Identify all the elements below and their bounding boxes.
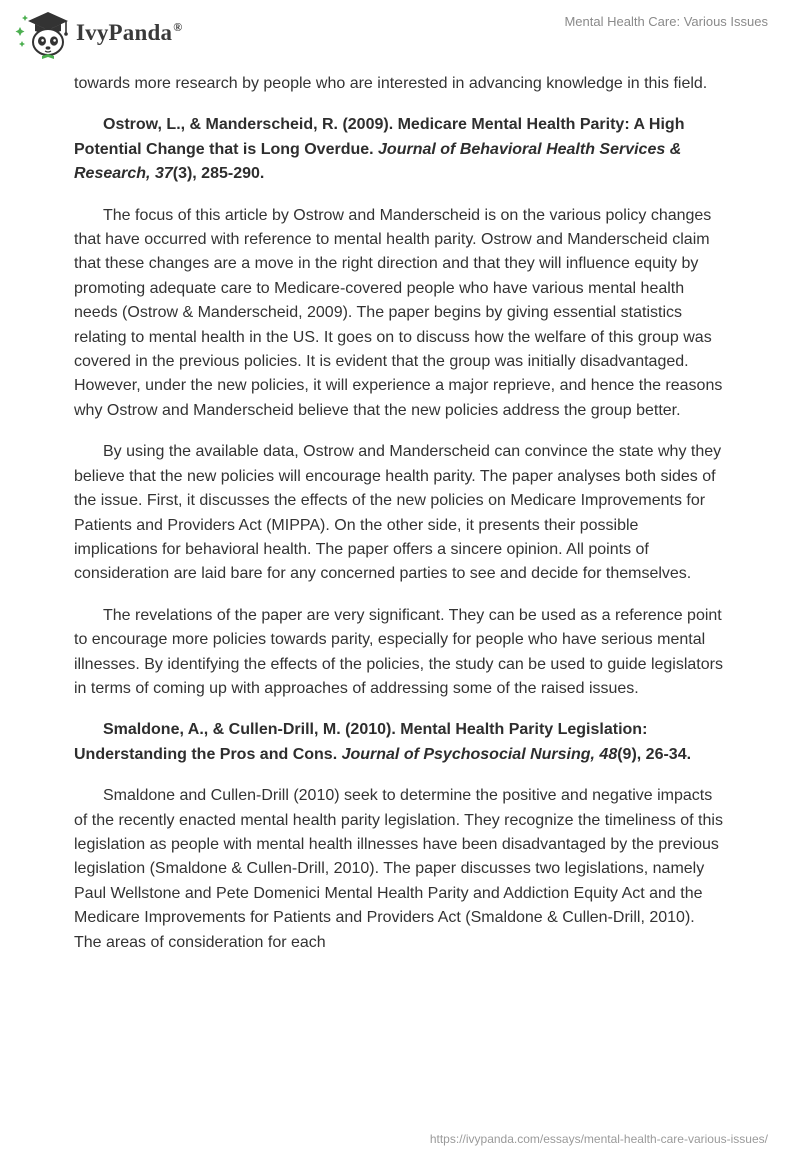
reference-ostrow: Ostrow, L., & Manderscheid, R. (2009). Medicare Mental Health Parity: A High Potential Change that is Long Overdue. Journal of Behavioral Health Services & Research, 37(3), 285-290. [74,116,685,183]
logo-text: IvyPanda® [76,20,183,45]
paragraph-ostrow-focus: The focus of this article by Ostrow and Manderscheid is on the various policy changes that have occurred with reference to mental health parity. Ostrow and Manderscheid claim that these changes are a move in the right direction and that they will influence equity by promoting adequate care to Medicare-covered people who have various mental health needs (Ostrow & Manderscheid, 2009). The paper begins by giving essential statistics relating to mental health in the US. It goes on to discuss how the welfare of this group was covered in the previous policies. It is evident that the group was initially disadvantaged. However, under the new policies, it will experience a major reprieve, and hence the reasons why Ostrow and Manderscheid believe that the new policies address the group better. [74,206,723,419]
panda-graduate-icon [14,7,72,59]
page-header [0,0,800,64]
paragraph-ostrow-data: By using the available data, Ostrow and Manderscheid can convince the state why they believe that the new policies will encourage health parity. The paper analyses both sides of the issue. First, it discusses the effects of the new policies on Medicare Improvements for Patients and Providers Act (MIPPA). On the other side, it presents their possible implications for behavioral health. The paper offers a sincere opinion. All points of consideration are laid bare for any concerned parties to see and decide for themselves. [74,443,722,583]
intro-continuation: towards more research by people who are interested in advancing knowledge in this field. [74,75,708,92]
essay-body [74,72,726,972]
reference-smaldone: Smaldone, A., & Cullen-Drill, M. (2010). Mental Health Parity Legislation: Understanding the Pros and Cons. Journal of Psychosocial Nursing, 48(9), 26-34. [74,721,692,763]
paragraph-ostrow-revelations: The revelations of the paper are very significant. They can be used as a reference point to encourage more policies towards parity, especially for people who have serious mental illnesses. By identifying the effects of the policies, the study can be used to guide legislators in terms of coming up with approaches of addressing some of the raised issues. [74,606,723,697]
document-title: Mental Health Care: Various Issues [564,14,768,29]
ivypanda-logo[interactable] [14,6,182,60]
paragraph-smaldone: Smaldone and Cullen-Drill (2010) seek to determine the positive and negative impacts of the recently enacted mental health parity legislation. They recognize the timeliness of this legislation as people with mental health illnesses have been disadvantaged by the previous legislation (Smaldone & Cullen-Drill, 2010). The paper discusses two legislations, namely Paul Wellstone and Pete Domenici Mental Health Parity and Addiction Equity Act and the Medicare Improvements for Patients and Providers Act (Smaldone & Cullen-Drill, 2010). The areas of consideration for each [74,787,723,951]
source-url[interactable]: https://ivypanda.com/essays/mental-health-care-various-issues/ [429,1132,768,1146]
